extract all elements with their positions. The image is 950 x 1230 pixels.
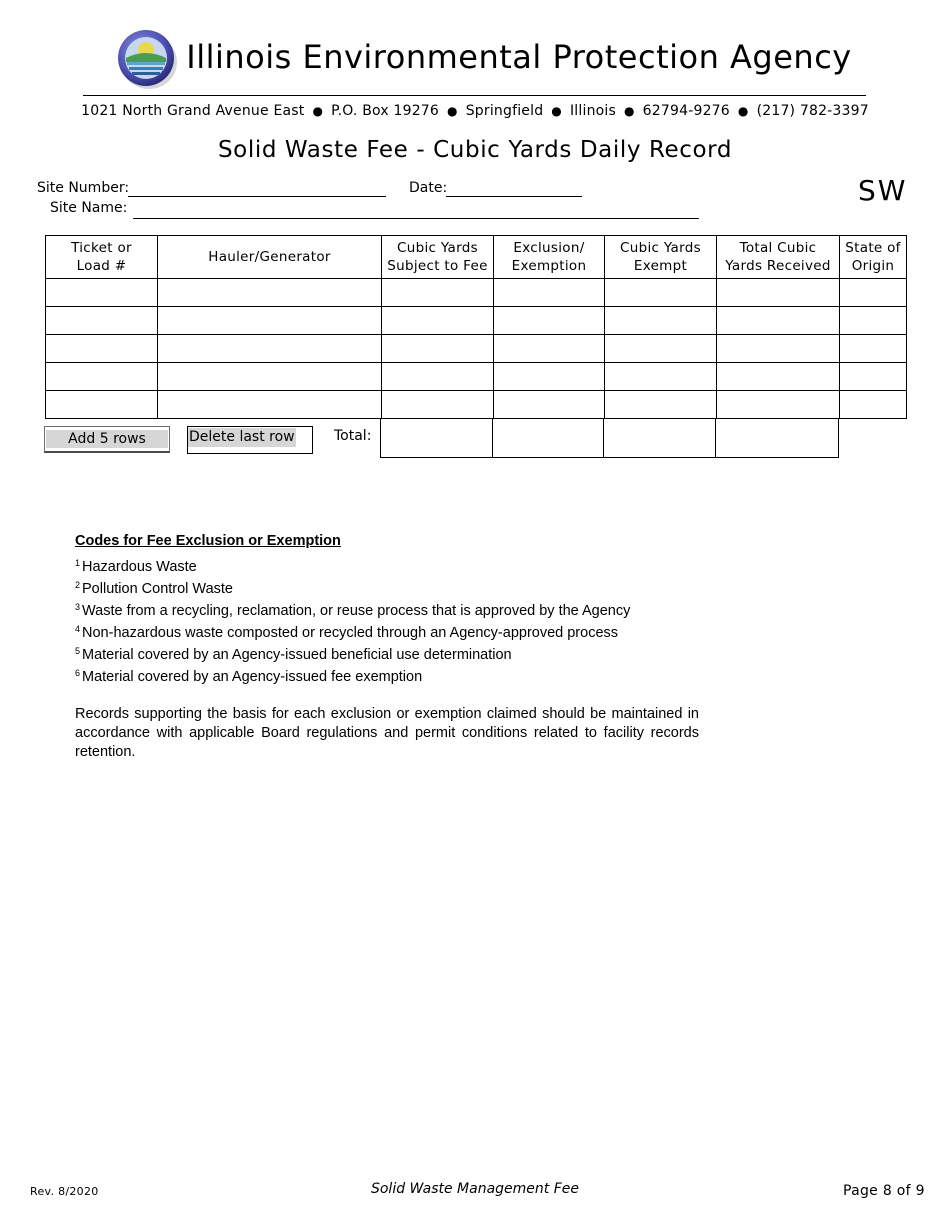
code-number: 6 [75, 668, 81, 678]
total-cy-field[interactable] [717, 307, 840, 335]
col-header-line: Cubic Yards [620, 240, 701, 256]
state-field[interactable] [840, 335, 907, 363]
date-label: Date: [409, 180, 448, 196]
exclusion-field[interactable] [494, 391, 605, 419]
ticket-field[interactable] [46, 307, 158, 335]
address-city: Springfield [465, 103, 544, 119]
ticket-field[interactable] [46, 279, 158, 307]
table-row [46, 363, 907, 391]
daily-record-table [45, 235, 907, 419]
footer-title: Solid Waste Management Fee [370, 1181, 580, 1197]
address-zip: 62794-9276 [642, 103, 730, 119]
date-field[interactable] [446, 196, 582, 197]
col-header-line: Load # [76, 258, 127, 274]
exclusion-field[interactable] [494, 279, 605, 307]
hauler-field[interactable] [158, 391, 382, 419]
total-cy-field[interactable] [717, 279, 840, 307]
state-field[interactable] [840, 363, 907, 391]
add-rows-label: Add 5 rows [46, 430, 168, 448]
table-row [46, 335, 907, 363]
add-rows-button[interactable] [44, 426, 170, 453]
cy-exempt-field[interactable] [605, 363, 717, 391]
col-header-line: Exclusion/ [513, 240, 585, 256]
cy-subject-field[interactable] [382, 391, 494, 419]
code-text: Waste from a recycling, reclamation, or reuse process that is approved by the Agency [82, 603, 631, 619]
col-header-cy-subject [382, 236, 494, 279]
col-header-hauler [158, 236, 382, 279]
col-header-line: Hauler/Generator [208, 249, 331, 265]
code-item [75, 642, 699, 664]
code-number: 1 [75, 558, 81, 568]
code-item [75, 576, 699, 598]
footer-revision: Rev. 8/2020 [30, 1185, 99, 1198]
cy-exempt-field[interactable] [605, 279, 717, 307]
state-field[interactable] [840, 391, 907, 419]
total-cy-exempt-field[interactable] [604, 419, 716, 458]
cy-subject-field[interactable] [382, 363, 494, 391]
ticket-field[interactable] [46, 391, 158, 419]
site-number-label: Site Number: [37, 180, 130, 196]
address-po-box: P.O. Box 19276 [331, 103, 440, 119]
form-title: Solid Waste Fee - Cubic Yards Daily Record [217, 137, 733, 163]
col-header-state [840, 236, 907, 279]
col-header-line: Subject to Fee [387, 258, 488, 274]
code-text: Material covered by an Agency-issued beneficial use determination [82, 647, 512, 663]
total-label: Total: [334, 428, 372, 444]
state-field[interactable] [840, 279, 907, 307]
site-name-field[interactable] [133, 218, 699, 219]
cy-exempt-field[interactable] [605, 335, 717, 363]
total-cy-field[interactable] [717, 391, 840, 419]
cy-subject-field[interactable] [382, 335, 494, 363]
address-phone: (217) 782-3397 [756, 103, 869, 119]
table-row [46, 391, 907, 419]
total-cy-field[interactable] [717, 335, 840, 363]
records-retention-note: Records supporting the basis for each exclusion or exemption claimed should be maintained in accordance with applicable Board regulations and permit conditions related to facility records retention. [75, 706, 699, 760]
table-row [46, 307, 907, 335]
code-number: 3 [75, 602, 81, 612]
col-header-line: Cubic Yards [397, 240, 478, 256]
code-number: 4 [75, 624, 81, 634]
cy-exempt-field[interactable] [605, 307, 717, 335]
exclusion-field[interactable] [494, 335, 605, 363]
codes-heading: Codes for Fee Exclusion or Exemption [75, 533, 341, 549]
form-code: SW [858, 174, 908, 207]
bullet-icon: ● [312, 104, 324, 118]
total-cy-received-field[interactable] [716, 419, 839, 458]
col-header-total-cy [717, 236, 840, 279]
site-number-field[interactable] [128, 196, 386, 197]
address-state: Illinois [569, 103, 616, 119]
delete-last-row-button[interactable] [187, 426, 313, 454]
col-header-exclusion [494, 236, 605, 279]
exemption-codes-section [75, 532, 699, 762]
code-item [75, 620, 699, 642]
hauler-field[interactable] [158, 363, 382, 391]
address-street: 1021 North Grand Avenue East [81, 103, 305, 119]
ticket-field[interactable] [46, 363, 158, 391]
total-cy-field[interactable] [717, 363, 840, 391]
table-row [46, 279, 907, 307]
bullet-icon: ● [551, 104, 562, 118]
code-text: Non-hazardous waste composted or recycled through an Agency-approved process [82, 625, 619, 641]
exclusion-field[interactable] [494, 307, 605, 335]
cy-exempt-field[interactable] [605, 391, 717, 419]
agency-title: Illinois Environmental Protection Agency [186, 38, 852, 76]
bullet-icon: ● [737, 104, 749, 118]
site-name-label: Site Name: [50, 200, 128, 216]
hauler-field[interactable] [158, 307, 382, 335]
state-field[interactable] [840, 307, 907, 335]
code-item [75, 598, 699, 620]
hauler-field[interactable] [158, 279, 382, 307]
col-header-line: Origin [851, 258, 895, 274]
header-divider [83, 95, 866, 96]
code-text: Hazardous Waste [82, 559, 197, 575]
page-number: Page 8 of 9 [843, 1183, 925, 1199]
total-exclusion-field[interactable] [493, 419, 604, 458]
code-number: 5 [75, 646, 81, 656]
code-item [75, 554, 699, 576]
agency-address [0, 103, 950, 119]
col-header-ticket [46, 236, 158, 279]
col-header-line: Ticket or [71, 240, 132, 256]
col-header-line: State of [845, 240, 901, 256]
col-header-line: Yards Received [725, 258, 831, 274]
bullet-icon: ● [624, 104, 635, 118]
col-header-line: Total Cubic [739, 240, 817, 256]
cy-subject-field[interactable] [382, 279, 494, 307]
col-header-line: Exemption [511, 258, 587, 274]
code-number: 2 [75, 580, 81, 590]
totals-row [380, 418, 839, 458]
code-text: Pollution Control Waste [82, 581, 233, 597]
delete-row-label: Delete last row [189, 429, 295, 445]
col-header-line: Exempt [633, 258, 688, 274]
hauler-field[interactable] [158, 335, 382, 363]
total-cy-subject-field[interactable] [381, 419, 493, 458]
code-text: Material covered by an Agency-issued fee exemption [82, 669, 423, 685]
col-header-cy-exempt [605, 236, 717, 279]
bullet-icon: ● [447, 104, 458, 118]
code-item [75, 664, 699, 686]
table-header-row [46, 236, 907, 279]
exclusion-field[interactable] [494, 363, 605, 391]
cy-subject-field[interactable] [382, 307, 494, 335]
ticket-field[interactable] [46, 335, 158, 363]
